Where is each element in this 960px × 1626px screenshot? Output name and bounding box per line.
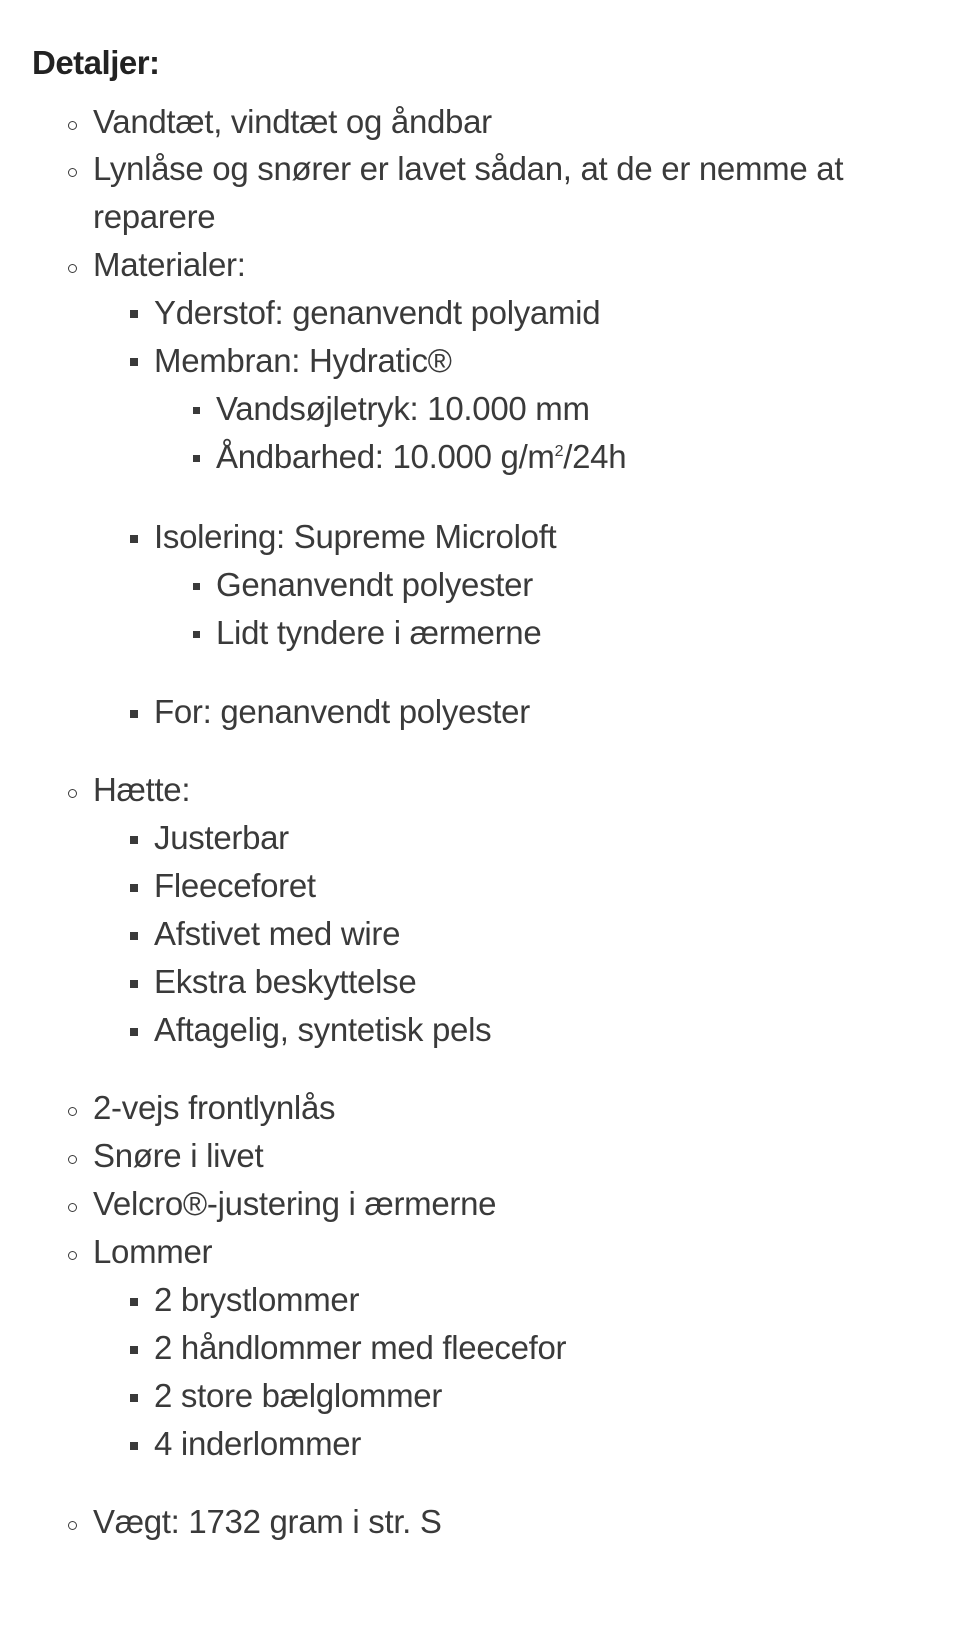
list-item-insulation: Isolering: Supreme Microloft xyxy=(154,518,557,555)
list-item-front-zip: 2-vejs frontlynlås xyxy=(93,1089,336,1126)
list-item-extra-protection: Ekstra beskyttelse xyxy=(154,963,417,1000)
breathability-unit: /24h xyxy=(563,438,627,475)
list-item-hand-pockets: 2 håndlommer med fleecefor xyxy=(154,1329,567,1366)
list-item-zippers-continued: reparere xyxy=(93,198,216,235)
list-item-hood: Hætte: xyxy=(93,771,191,808)
list-item-inner-pockets: 4 inderlommer xyxy=(154,1425,362,1462)
circle-bullet-icon xyxy=(68,121,77,130)
list-item-chest-pockets: 2 brystlommer xyxy=(154,1281,360,1318)
list-item-weight: Vægt: 1732 gram i str. S xyxy=(93,1503,442,1540)
circle-bullet-icon xyxy=(68,1107,77,1116)
list-item-recycled-polyester: Genanvendt polyester xyxy=(216,566,533,603)
square-bullet-icon xyxy=(130,1028,138,1036)
circle-bullet-icon xyxy=(68,1521,77,1530)
square-bullet-icon xyxy=(130,884,138,892)
list-item-membrane: Membran: Hydratic® xyxy=(154,342,452,379)
list-item-fleece-lined: Fleeceforet xyxy=(154,867,316,904)
list-item-thinner-sleeves: Lidt tyndere i ærmerne xyxy=(216,614,542,651)
list-item-velcro: Velcro®-justering i ærmerne xyxy=(93,1185,497,1222)
square-bullet-icon xyxy=(130,1346,138,1354)
list-item-breathability xyxy=(216,433,626,481)
list-item-zippers: Lynlåse og snører er lavet sådan, at de er nemme at xyxy=(93,150,844,187)
circle-bullet-icon xyxy=(68,1203,77,1212)
list-item-adjustable: Justerbar xyxy=(154,819,289,856)
list-item-materials: Materialer: xyxy=(93,246,246,283)
square-bullet-icon xyxy=(130,980,138,988)
square-bullet-icon xyxy=(130,1298,138,1306)
list-item-waist-cord: Snøre i livet xyxy=(93,1137,264,1174)
circle-bullet-icon xyxy=(68,1251,77,1260)
square-bullet-icon xyxy=(130,1394,138,1402)
list-item-lining: For: genanvendt polyester xyxy=(154,693,530,730)
square-bullet-icon xyxy=(130,1442,138,1450)
list-item-outer-fabric: Yderstof: genanvendt polyamid xyxy=(154,294,601,331)
breathability-value: Åndbarhed: 10.000 g/m xyxy=(216,438,555,475)
circle-bullet-icon xyxy=(68,168,77,177)
square-bullet-icon xyxy=(130,836,138,844)
list-item-pockets: Lommer xyxy=(93,1233,213,1270)
square-bullet-icon xyxy=(193,583,200,590)
square-bullet-icon xyxy=(193,407,200,414)
circle-bullet-icon xyxy=(68,789,77,798)
list-item-waterproof: Vandtæt, vindtæt og åndbar xyxy=(93,103,492,140)
circle-bullet-icon xyxy=(68,264,77,273)
square-bullet-icon xyxy=(130,358,138,366)
square-bullet-icon xyxy=(130,310,138,318)
square-bullet-icon xyxy=(193,631,200,638)
list-item-removable-fur: Aftagelig, syntetisk pels xyxy=(154,1011,492,1048)
list-item-wire: Afstivet med wire xyxy=(154,915,401,952)
list-item-water-column: Vandsøjletryk: 10.000 mm xyxy=(216,390,590,427)
breathability-superscript: 2 xyxy=(554,443,564,460)
list-item-bellows-pockets: 2 store bælglommer xyxy=(154,1377,443,1414)
square-bullet-icon xyxy=(193,455,200,462)
square-bullet-icon xyxy=(130,710,138,718)
square-bullet-icon xyxy=(130,535,138,543)
circle-bullet-icon xyxy=(68,1155,77,1164)
square-bullet-icon xyxy=(130,932,138,940)
details-heading: Detaljer: xyxy=(32,44,160,81)
